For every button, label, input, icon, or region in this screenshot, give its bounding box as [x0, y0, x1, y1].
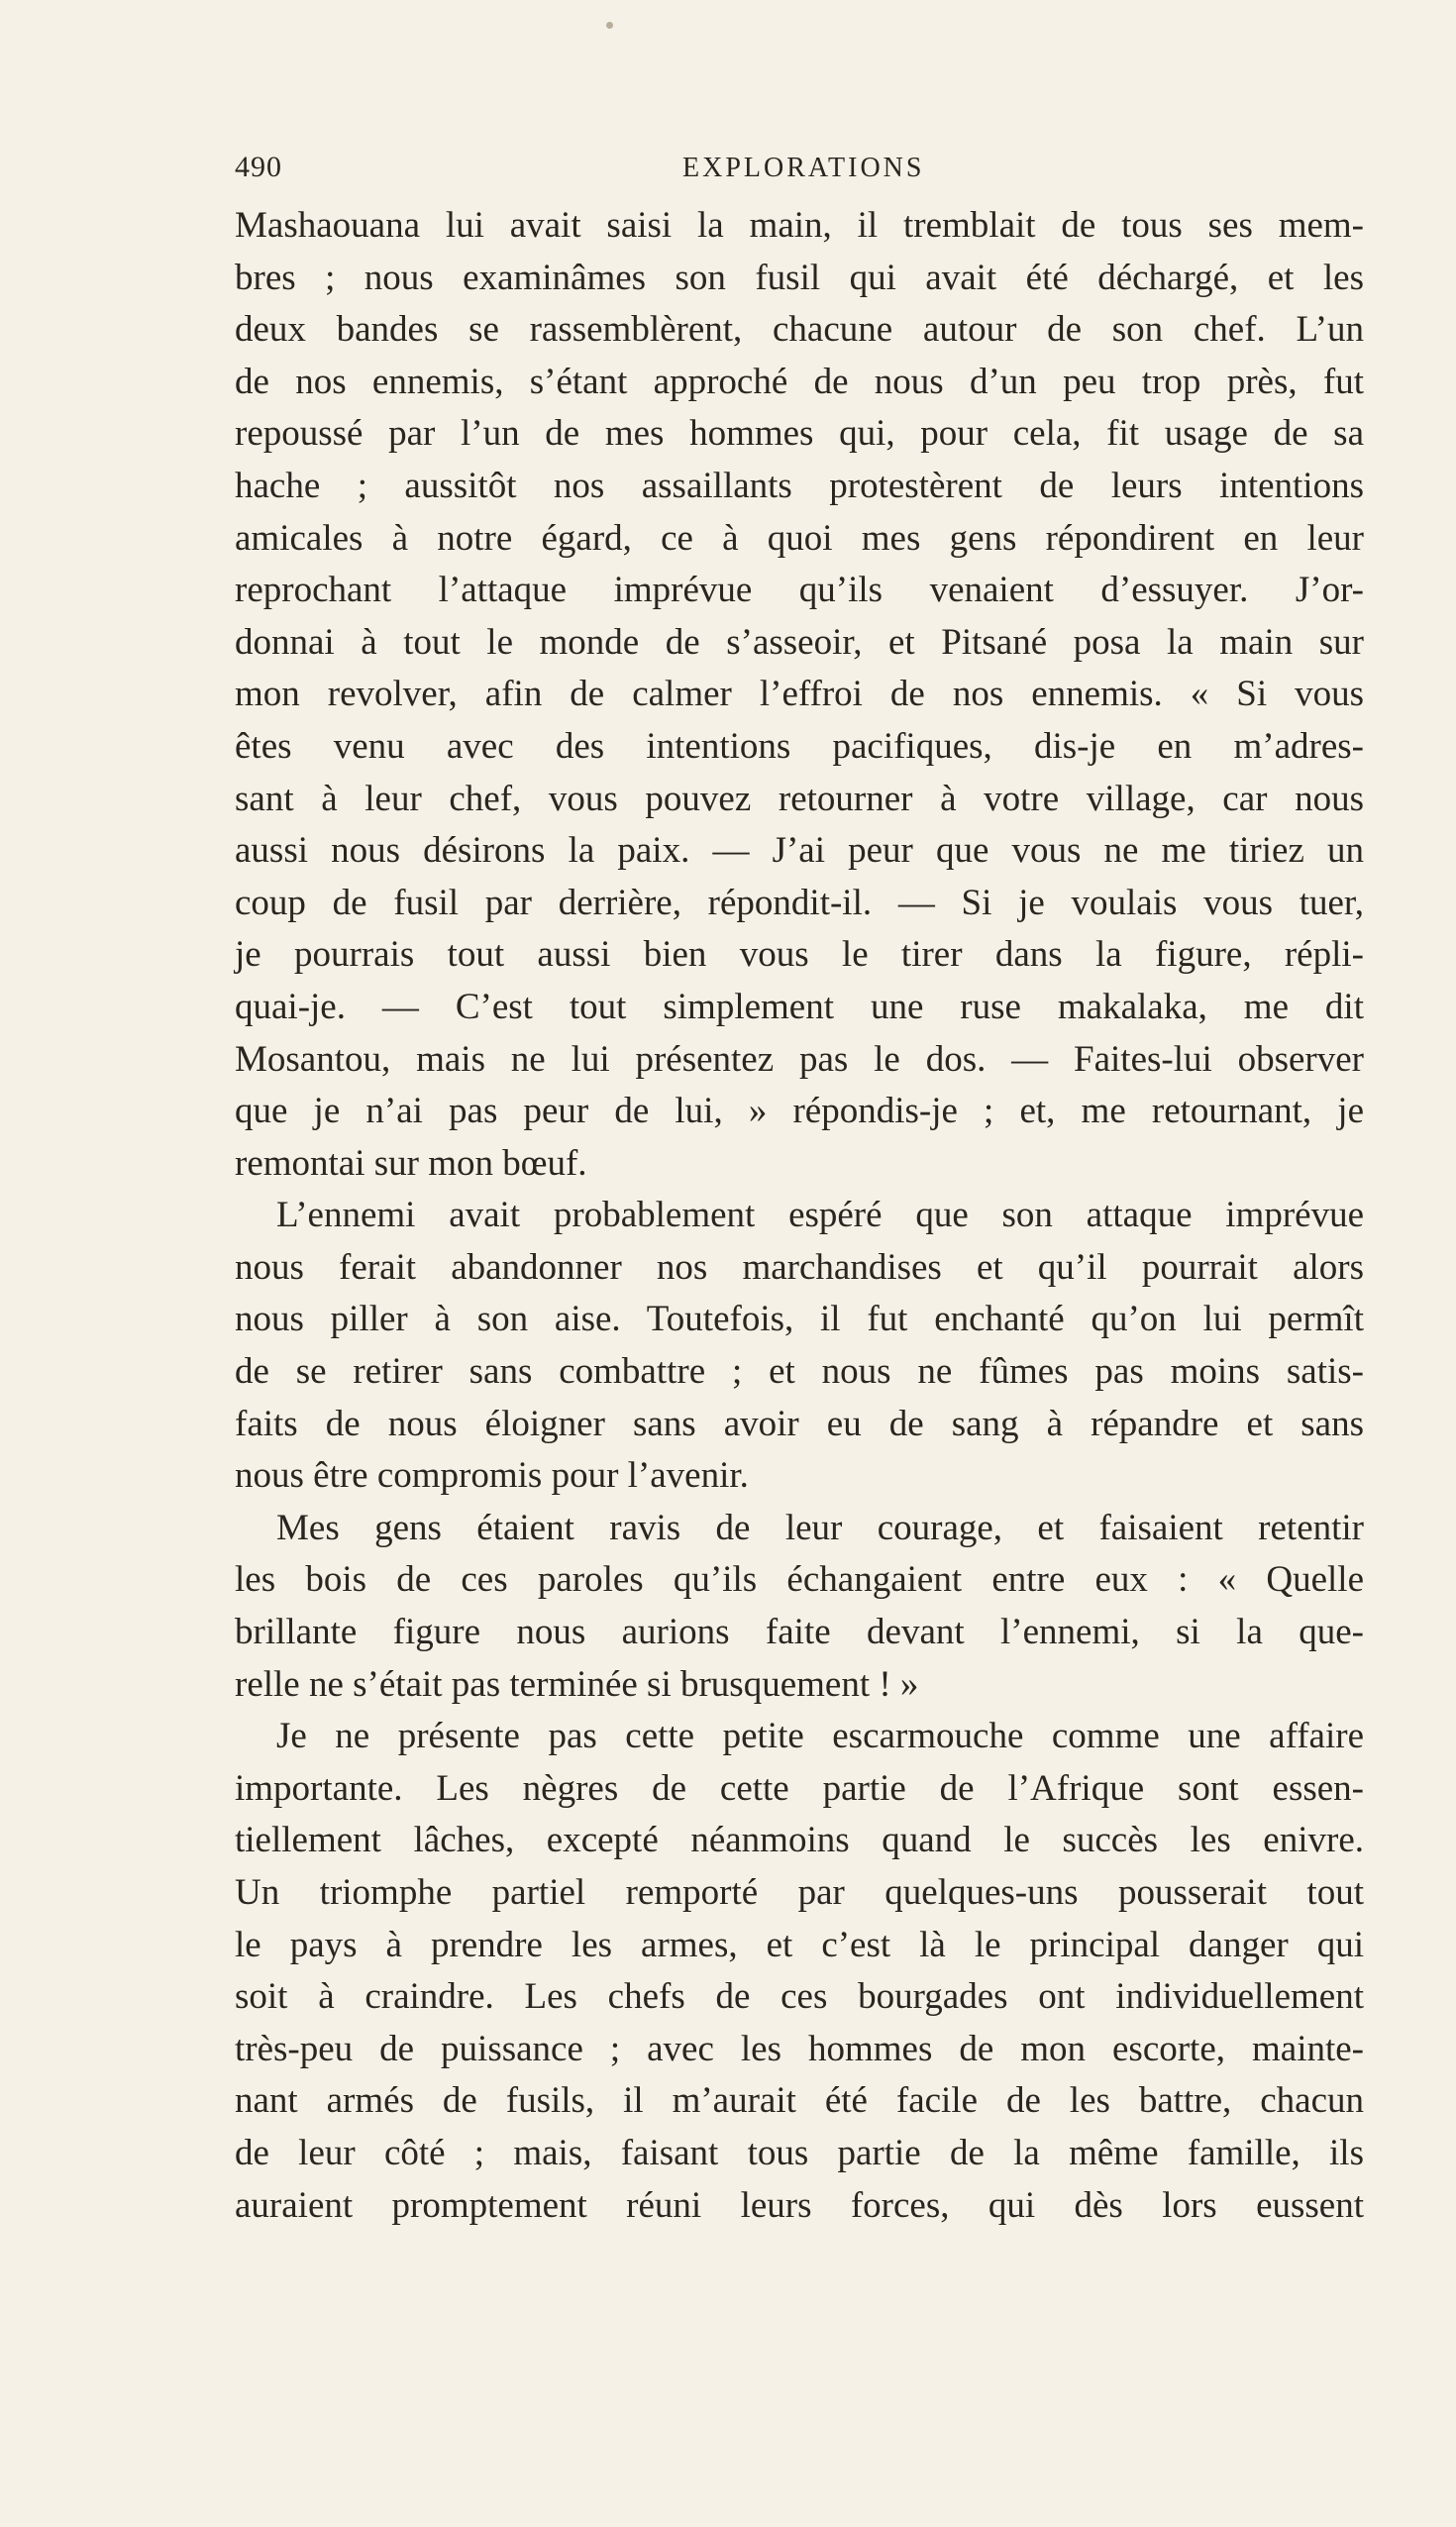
- page-number: 490: [235, 151, 282, 183]
- text-line: mon revolver, afin de calmer l’effroi de nos ennemis. « Si vous: [235, 674, 1364, 715]
- text-line: je pourrais tout aussi bien vous le tirer dans la figure, répli-: [235, 934, 1364, 976]
- text-line: repoussé par l’un de mes hommes qui, pour cela, fit usage de sa: [235, 413, 1364, 455]
- text-line: bres ; nous examinâmes son fusil qui avait été déchargé, et les: [235, 257, 1364, 298]
- paper-speck: [606, 22, 613, 29]
- text-line: nous ferait abandonner nos marchandises et qu’il pourrait alors: [235, 1246, 1364, 1288]
- body-text: [235, 200, 1364, 2232]
- text-line: hache ; aussitôt nos assaillants protestèrent de leurs intentions: [235, 465, 1364, 506]
- text-line: de nos ennemis, s’étant approché de nous d’un peu trop près, fut: [235, 361, 1364, 402]
- text-line: que je n’ai pas peur de lui, » répondis-je ; et, me retournant, je: [235, 1091, 1364, 1132]
- text-line: L’ennemi avait probablement espéré que son attaque imprévue: [276, 1195, 1364, 1236]
- text-line: aussi nous désirons la paix. — J’ai peur que vous ne me tiriez un: [235, 830, 1364, 872]
- text-line: Un triomphe partiel remporté par quelques-uns pousserait tout: [235, 1872, 1364, 1913]
- text-line: de se retirer sans combattre ; et nous ne fûmes pas moins satis-: [235, 1351, 1364, 1393]
- text-line: faits de nous éloigner sans avoir eu de sang à répandre et sans: [235, 1403, 1364, 1444]
- text-line: Mes gens étaient ravis de leur courage, et faisaient retentir: [276, 1507, 1364, 1548]
- text-line: nous piller à son aise. Toutefois, il fut enchanté qu’on lui permît: [235, 1299, 1364, 1340]
- text-line: Je ne présente pas cette petite escarmouche comme une affaire: [276, 1716, 1364, 1757]
- paragraph: [235, 1711, 1364, 2232]
- text-line: deux bandes se rassemblèrent, chacune autour de son chef. L’un: [235, 309, 1364, 351]
- paragraph: [235, 1190, 1364, 1503]
- text-line: quai-je. — C’est tout simplement une ruse makalaka, me dit: [235, 986, 1364, 1027]
- text-line: le pays à prendre les armes, et c’est là le principal danger qui: [235, 1924, 1364, 1965]
- text-line: les bois de ces paroles qu’ils échangaient entre eux : « Quelle: [235, 1559, 1364, 1601]
- text-line: auraient promptement réuni leurs forces, qui dès lors eussent: [235, 2184, 1364, 2226]
- running-title: EXPLORATIONS: [682, 153, 925, 183]
- text-line: brillante figure nous aurions faite devant l’ennemi, si la que-: [235, 1612, 1364, 1653]
- text-line: soit à craindre. Les chefs de ces bourgades ont individuellement: [235, 1976, 1364, 2018]
- text-line: amicales à notre égard, ce à quoi mes gens répondirent en leur: [235, 517, 1364, 559]
- text-line: nous être compromis pour l’avenir.: [235, 1455, 749, 1497]
- text-line: de leur côté ; mais, faisant tous partie de la même famille, ils: [235, 2132, 1364, 2173]
- text-line: êtes venu avec des intentions pacifiques, dis-je en m’adres-: [235, 725, 1364, 767]
- text-line: coup de fusil par derrière, répondit-il. — Si je voulais vous tuer,: [235, 882, 1364, 923]
- text-line: tiellement lâches, excepté néanmoins quand le succès les enivre.: [235, 1820, 1364, 1861]
- text-line: sant à leur chef, vous pouvez retourner à votre village, car nous: [235, 778, 1364, 819]
- text-line: très-peu de puissance ; avec les hommes de mon escorte, mainte-: [235, 2028, 1364, 2069]
- text-line: donnai à tout le monde de s’asseoir, et Pitsané posa la main sur: [235, 621, 1364, 663]
- text-line: nant armés de fusils, il m’aurait été facile de les battre, chacun: [235, 2080, 1364, 2122]
- text-line: relle ne s’était pas terminée si brusquement ! »: [235, 1663, 919, 1705]
- text-line: importante. Les nègres de cette partie de l’Afrique sont essen-: [235, 1767, 1364, 1809]
- text-line: Mashaouana lui avait saisi la main, il tremblait de tous ses mem-: [235, 205, 1364, 246]
- page-header: [235, 151, 1364, 190]
- text-line: remontai sur mon bœuf.: [235, 1142, 587, 1184]
- paragraph: [235, 200, 1364, 1190]
- paragraph: [235, 1503, 1364, 1711]
- text-line: Mosantou, mais ne lui présentez pas le dos. — Faites-lui observer: [235, 1038, 1364, 1080]
- text-line: reprochant l’attaque imprévue qu’ils venaient d’essuyer. J’or-: [235, 570, 1364, 611]
